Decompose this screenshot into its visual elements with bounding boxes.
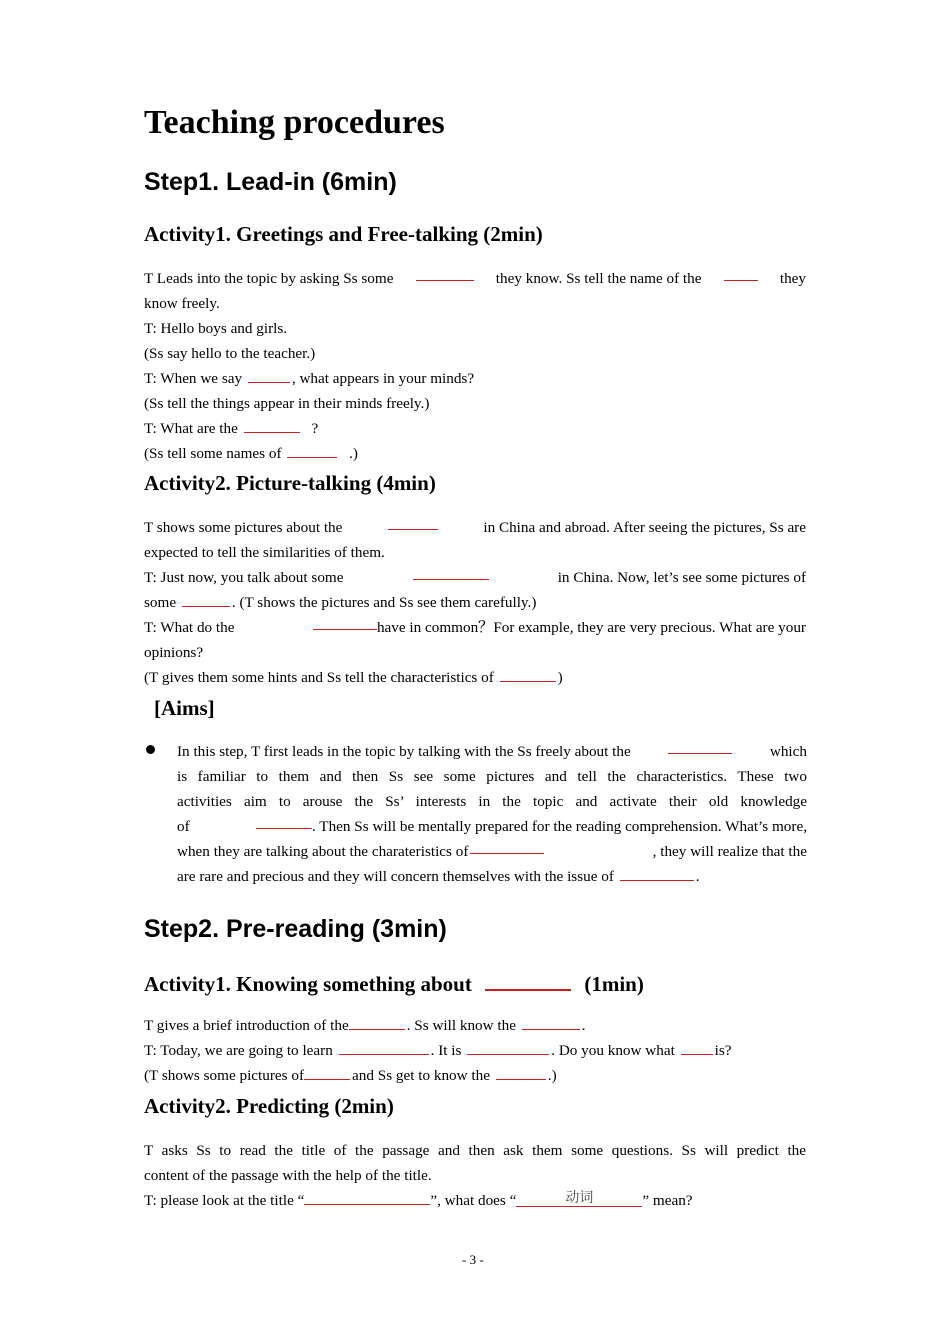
step2-heading: Step2. Pre-reading (3min) xyxy=(144,915,447,943)
fill-blank[interactable] xyxy=(467,1040,549,1055)
fill-blank[interactable] xyxy=(413,565,489,580)
paragraph-line: T asks Ss to read the title of the passage and then ask them some questions. Ss will predict the xyxy=(144,1142,806,1159)
fill-blank[interactable] xyxy=(182,592,230,607)
paragraph-line: know freely. xyxy=(144,295,220,312)
fill-blank[interactable] xyxy=(313,615,377,630)
fill-blank[interactable] xyxy=(496,1065,546,1080)
page-title: Teaching procedures xyxy=(144,104,445,141)
fill-blank[interactable] xyxy=(485,969,571,991)
paragraph-line: content of the passage with the help of the title. xyxy=(144,1167,432,1184)
paragraph-line: T Leads into the topic by asking Ss some they know. Ss tell the name of the they xyxy=(144,266,806,291)
fill-blank[interactable] xyxy=(349,1015,405,1030)
fill-blank[interactable] xyxy=(256,814,312,829)
paragraph-line: when they are talking about the charateristics of , they will realize that the xyxy=(177,839,807,864)
paragraph-line: (Ss say hello to the teacher.) xyxy=(144,345,316,362)
fill-blank[interactable] xyxy=(500,667,556,682)
step1-activity2-heading: Activity2. Picture-talking (4min) xyxy=(144,471,436,495)
fill-blank[interactable] xyxy=(388,515,438,530)
fill-blank[interactable] xyxy=(668,739,732,754)
fill-blank[interactable]: 动词 xyxy=(516,1188,642,1207)
fill-blank[interactable] xyxy=(416,266,474,281)
fill-blank[interactable] xyxy=(248,368,290,383)
fill-blank[interactable] xyxy=(339,1040,429,1055)
paragraph-line: (Ss tell some names of .) xyxy=(144,445,358,462)
fill-blank[interactable] xyxy=(287,443,337,458)
paragraph-line: expected to tell the similarities of them. xyxy=(144,544,385,561)
fill-blank[interactable] xyxy=(681,1040,713,1055)
paragraph-line: T: Today, we are going to learn . It is . Do you know what is? xyxy=(144,1042,732,1059)
paragraph-line: are rare and precious and they will concern themselves with the issue of . xyxy=(177,868,700,885)
fill-blank[interactable] xyxy=(522,1015,580,1030)
fill-blank[interactable] xyxy=(620,866,694,881)
paragraph-line: of . Then Ss will be mentally prepared for the reading comprehension. What’s more, xyxy=(177,814,807,839)
paragraph-line: In this step, T first leads in the topic by talking with the Ss freely about the which xyxy=(177,739,807,764)
paragraph-line: T: Just now, you talk about some in China. Now, let’s see some pictures of xyxy=(144,565,806,590)
paragraph-line: (T gives them some hints and Ss tell the characteristics of ) xyxy=(144,669,563,686)
page-number: - 3 - xyxy=(462,1252,484,1267)
fill-blank[interactable] xyxy=(724,266,758,281)
step1-activity1-heading: Activity1. Greetings and Free-talking (2min) xyxy=(144,222,543,246)
fill-blank[interactable] xyxy=(470,839,544,854)
paragraph-line: opinions? xyxy=(144,644,204,661)
paragraph-line: T gives a brief introduction of the . Ss will know the . xyxy=(144,1017,586,1034)
bullet-icon xyxy=(146,745,155,754)
paragraph-line: T shows some pictures about the in China and abroad. After seeing the pictures, Ss are xyxy=(144,515,806,540)
step1-heading: Step1. Lead-in (6min) xyxy=(144,168,397,196)
fill-blank[interactable] xyxy=(304,1190,430,1205)
paragraph-line: T: What do the have in common？For example, they are very precious. What are your xyxy=(144,615,806,640)
step2-activity2-heading: Activity2. Predicting (2min) xyxy=(144,1094,394,1118)
paragraph-line: T: When we say , what appears in your minds? xyxy=(144,370,475,387)
paragraph-line: T: Hello boys and girls. xyxy=(144,320,288,337)
paragraph-line: activities aim to arouse the Ss’ interests in the topic and activate their old knowledge xyxy=(177,793,807,810)
paragraph-line: T: What are the ? xyxy=(144,420,319,437)
fill-blank[interactable] xyxy=(304,1065,350,1080)
step2-activity1-heading: Activity1. Knowing something about (1min) xyxy=(144,969,644,997)
paragraph-line: some . (T shows the pictures and Ss see them carefully.) xyxy=(144,594,537,611)
fill-blank[interactable] xyxy=(244,418,300,433)
paragraph-line: T: please look at the title “ ”, what does “ 动词 ” mean? xyxy=(144,1188,693,1213)
paragraph-line: (Ss tell the things appear in their minds freely.) xyxy=(144,395,430,412)
paragraph-line: is familiar to them and then Ss see some pictures and tell the characteristics. These two xyxy=(177,768,807,785)
paragraph-line: (T shows some pictures of and Ss get to know the .) xyxy=(144,1067,557,1084)
aims-heading: [Aims] xyxy=(154,696,215,720)
